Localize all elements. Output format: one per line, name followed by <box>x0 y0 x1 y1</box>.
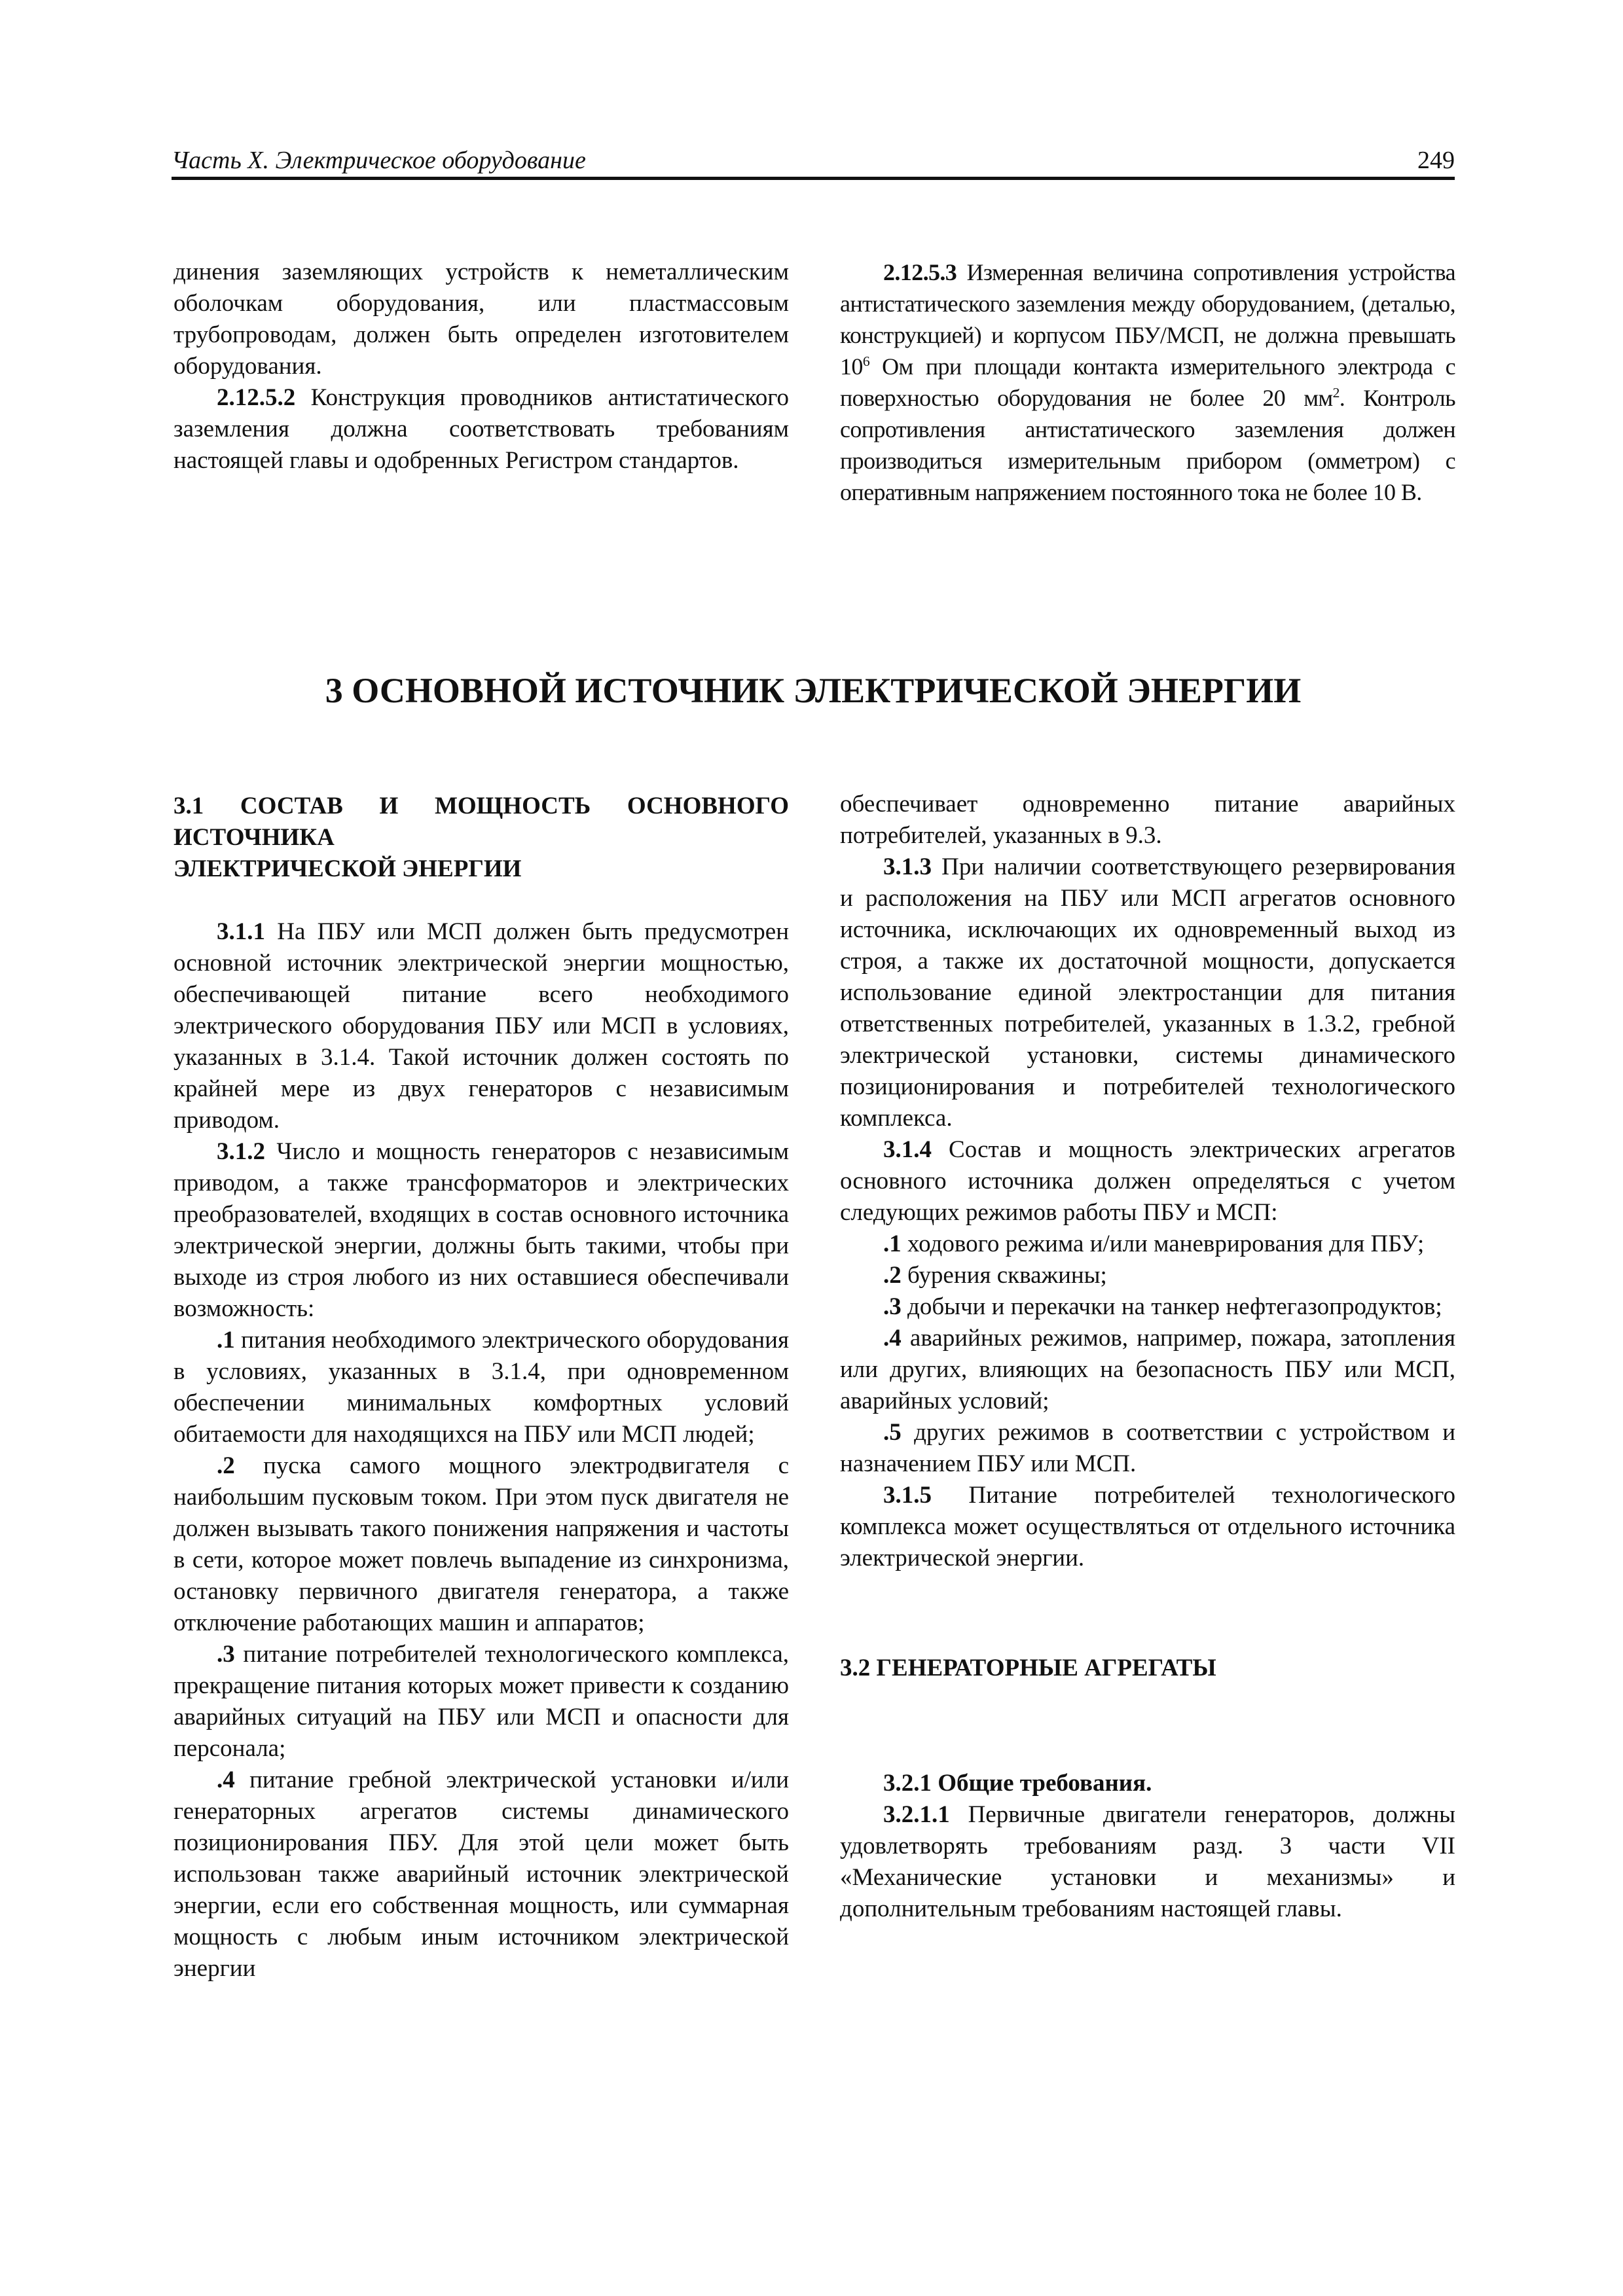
running-header <box>172 144 1455 177</box>
section-title: 3 ОСНОВНОЙ ИСТОЧНИК ЭЛЕКТРИЧЕСКОЙ ЭНЕРГИИ <box>325 671 1302 710</box>
paragraph: обеспечивает одновременно питание аварийных потребителей, указанных в 9.3. <box>840 791 1455 849</box>
top-left-column <box>173 257 789 476</box>
paragraph-2-12-5-3: 2.12.5.3 Измеренная величина сопротивления устройства антистатического заземления между оборудованием, (деталью, конструкцией) и корпусом ПБУ/МСП, не должна превышать $10^6$ Ом при площади контакта измерительного электрода с поверхностью оборудования не более 20 $мм^2$. Контроль сопротивления антистатического заземления должен производиться измерительным прибором (омметром) с оперативным напряжением постоянного тока не более 10 В. <box>840 259 1455 505</box>
list-item: .2 пуска самого мощного электродвигателя с наибольшим пусковым током. При этом пуск двигателя не должен вызывать такого понижения напряжения и частоты в сети, которое может повлечь выпадение из синхронизма, остановку первичного двигателя генератора, а также отключение работающих машин и аппаратов; <box>173 1452 789 1636</box>
header-title: Часть X. Электрическое оборудование <box>172 147 586 174</box>
header-rule <box>172 177 1455 180</box>
list-item: .2 бурения скважины; <box>883 1262 1107 1289</box>
left-column <box>173 791 789 1984</box>
paragraph-3-1-4: 3.1.4 Состав и мощность электрических агрегатов основного источника должен определяться с учетом следующих режимов работы ПБУ и МСП: <box>840 1136 1455 1226</box>
paragraph-3-1-1: 3.1.1 На ПБУ или МСП должен быть предусмотрен основной источник электрической энергии мощностью, обеспечивающей питание всего необходимого электрического оборудования ПБУ или МСП в условиях, указанных в 3.1.4. Такой источник должен состоять по крайней мере из двух генераторов с независимым приводом. <box>173 918 789 1134</box>
subsection-title-3-2: 3.2 ГЕНЕРАТОРНЫЕ АГРЕГАТЫ <box>840 1655 1216 1681</box>
list-item: .4 питание гребной электрической установки и/или генераторных агрегатов системы динамического позиционирования ПБУ. Для этой цели может быть использован также аварийный источник электрической энергии, если его собственная мощность, или суммарная мощность с любым иным источником электрической энергии <box>173 1767 789 1982</box>
top-right-column <box>840 257 1455 508</box>
paragraph-3-2-1-1: 3.2.1.1 Первичные двигатели генераторов, должны удовлетворять требованиям разд. 3 части VII «Механические установки и механизмы» и дополнительным требованиям настоящей главы. <box>840 1801 1455 1922</box>
paragraph: динения заземляющих устройств к неметаллическим оболочкам оборудования, или пластмассовым трубопроводам, должен быть определен изготовителем оборудования. <box>173 259 789 380</box>
paragraph-3-1-3: 3.1.3 При наличии соответствующего резервирования и расположения на ПБУ или МСП агрегатов основного источника, исключающих их одновременный выход из строя, а также их достаточной мощности, допускается использование единой электростанции для питания ответственных потребителей, указанных в 1.3.2, гребной электрической установки, системы динамического позиционирования и потребителей технологического комплекса. <box>840 853 1455 1132</box>
paragraph-3-1-5: 3.1.5 Питание потребителей технологического комплекса может осуществляться от отдельного источника электрической энергии. <box>840 1482 1455 1571</box>
list-item: .1 ходового режима и/или маневрирования для ПБУ; <box>883 1230 1425 1257</box>
page-number: 249 <box>1417 147 1455 174</box>
paragraph-3-2-1: 3.2.1 Общие требования. <box>883 1770 1152 1797</box>
paragraph-2-12-5-2: 2.12.5.2 Конструкция проводников антистатического заземления должна соответствовать требованиям настоящей главы и одобренных Регистром стандартов. <box>173 384 789 474</box>
right-column <box>840 789 1455 1925</box>
paragraph-3-1-2: 3.1.2 Число и мощность генераторов с независимым приводом, а также трансформаторов и электрических преобразователей, входящих в состав основного источника электрической энергии, должны быть такими, чтобы при выходе из строя любого из них оставшиеся обеспечивали возможность: <box>173 1138 789 1322</box>
list-item: .4 аварийных режимов, например, пожара, затопления или других, влияющих на безопасность ПБУ или МСП, аварийных условий; <box>840 1325 1455 1414</box>
list-item: .3 добычи и перекачки на танкер нефтегазопродуктов; <box>883 1293 1442 1320</box>
subsection-title-3-1: 3.1 СОСТАВ И МОЩНОСТЬ ОСНОВНОГО ИСТОЧНИКА ЭЛЕКТРИЧЕСКОЙ ЭНЕРГИИ <box>173 793 789 882</box>
list-item: .1 питания необходимого электрического оборудования в условиях, указанных в 3.1.4, при одновременном обеспечении минимальных комфортных условий обитаемости для находящихся на ПБУ или МСП людей; <box>173 1327 789 1448</box>
list-item: .5 других режимов в соответствии с устройством и назначением ПБУ или МСП. <box>840 1419 1455 1477</box>
list-item: .3 питание потребителей технологического комплекса, прекращение питания которых может привести к созданию аварийных ситуаций на ПБУ или МСП и опасности для персонала; <box>173 1641 789 1762</box>
